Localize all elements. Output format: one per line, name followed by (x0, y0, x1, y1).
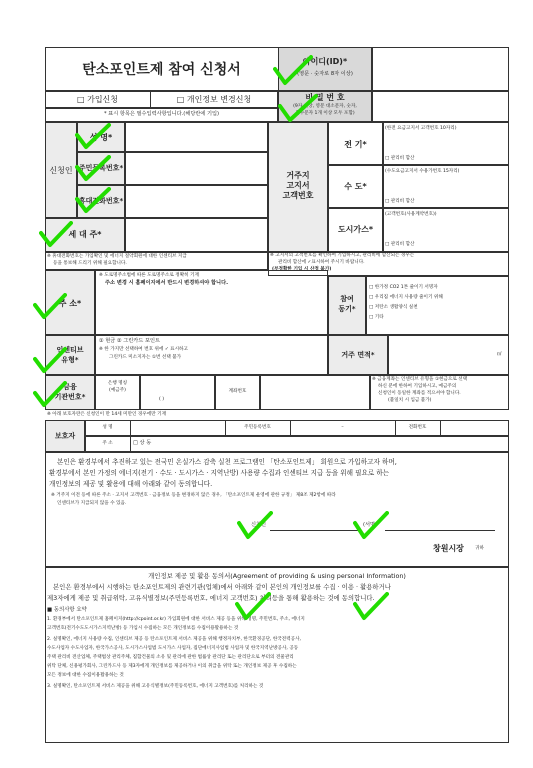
bank-name-input[interactable] (140, 375, 215, 410)
gas-hint: (고객번호(사용계약번호)) (385, 212, 437, 217)
checkmark-icon (278, 94, 318, 124)
motive-label1: 참여 (340, 295, 354, 303)
name-input[interactable] (125, 122, 268, 152)
account-input[interactable] (260, 375, 370, 410)
mayor-label: 창원시장 (433, 544, 464, 553)
bank-label1: 금융 (63, 383, 77, 391)
electric-mgmt[interactable]: □ 관리비 합산 (385, 156, 415, 161)
residence-label2: 고지서 (286, 181, 310, 190)
address-label: 주 소* (58, 299, 82, 308)
pw-input[interactable] (372, 91, 509, 122)
checkmark-icon (33, 381, 67, 409)
guardian-note: ※ 아래 보호자란은 신청인이 만 14세 미만인 경우에만 기재 (47, 412, 167, 417)
applicant-label: 신청인 (49, 166, 73, 175)
checkmark-icon (33, 293, 67, 321)
area-label: 거주 면적* (341, 351, 375, 359)
seal-line[interactable] (385, 530, 495, 531)
checkmark-icon (353, 592, 389, 622)
incentive-label2: 유형* (61, 356, 79, 364)
guardian-same-option[interactable]: □ 상 동 (133, 440, 152, 446)
consent-p1: 본인은 환경부에서 추진하고 있는 전국민 온실가스 감축 실천 프로그램인 「탄소포인트제」 회원으로 가입하고자 하며, (57, 458, 397, 466)
residence-label1: 거주지 (286, 171, 310, 180)
motive-option-1[interactable]: □ 한가정 CO2 1톤 줄이기 서명자 (369, 285, 438, 290)
bank-name-label1: 은행 명칭 (107, 381, 128, 386)
guardian-rrn-label: 주민등록번호 (244, 425, 271, 430)
mayor-suffix: 귀하 (475, 546, 484, 551)
signer-line[interactable] (270, 530, 360, 531)
bank-note2: 하신 분에 한하여 기입하시고, 예금주의 (378, 384, 457, 389)
agreement-item: 고객번호(전기수도도시가스지역난방) 등 가입시 수집하는 모든 개인정보를 수집이용활용하는 것 (47, 626, 239, 631)
household-note2: 등을 통보해 드리기 위해 필요합니다. (53, 261, 127, 266)
motive-label2: 동기* (338, 305, 356, 313)
area-unit: ㎡ (497, 352, 502, 357)
checkmark-icon (353, 511, 389, 541)
billing-note2: 관리비 합산에 ✓표시하여 주시기 바랍니다. (278, 260, 365, 265)
phone-input[interactable] (125, 185, 268, 218)
bank-holder-paren: ( ) (159, 397, 165, 402)
incentive-label1: 인센티브 (56, 346, 84, 354)
electric-label: 전 기* (344, 140, 367, 149)
residence-label3: 고객번호 (282, 191, 314, 200)
electric-hint: (한전 요금고지서 고객번호 10자리) (385, 126, 457, 131)
application-form (45, 47, 509, 747)
guardian-addr-label: 주 소 (102, 441, 113, 446)
address-note1: ※ 도로명주소법에 따른 도로명주소로 정확히 기재 (99, 273, 199, 278)
checkmark-icon (75, 123, 111, 151)
consent-p3: 개인정보의 제공 및 활용에 대해 아래와 같이 동의합니다. (49, 480, 213, 488)
checkmark-icon (33, 347, 67, 375)
join-option[interactable]: □ 가입신청 (76, 95, 118, 104)
id-input[interactable] (372, 47, 509, 91)
phone-label: 휴대전화번호* (78, 197, 124, 205)
agreement-item: 수도사업자 수도사업자, 한국가스공사, 도시가스사업법 도시가스 사업자, 집단에너지사업법 사업자 및 한국지역난방공사, 공동 (47, 646, 299, 651)
pw-hint1: (9자 이상, 영문 대소문자, 숫자, (293, 104, 357, 109)
incentive-note2: 그린카드 미소지자는 ①번 선택 불가 (109, 355, 182, 360)
bank-note3: 신청인이 동일한 계좌를 적으셔야 합니다. (378, 391, 461, 396)
id-label: 아이디(ID)* (302, 57, 348, 66)
account-label: 계좌번호 (228, 389, 247, 394)
bank-note1: ※ 금융계좌는 인센티브 유형을 ①현금으로 선택 (372, 377, 468, 382)
required-note: * 표시 항목은 필수입력사항입니다.(해당란에 기입) (103, 111, 220, 117)
checkmark-icon (39, 221, 73, 249)
agreement-item: 모든 정보에 대한 수집이용활용하는 것 (47, 673, 124, 678)
bank-note4: (불일치 시 입금 불가) (388, 398, 432, 403)
agreement-item: 2. 실명확인, 에너지 사용량 수집, 인센티브 제공 등 탄소포인트제 서비스 제공을 위해 행정자치부, 한국환경공단, 한국전력공사, (47, 637, 302, 642)
checkmark-icon (75, 155, 111, 183)
change-option[interactable]: □ 개인정보 변경신청 (176, 95, 252, 104)
agreement-item: 위탁 단체, 신용평가회사, 그린카드사 등 제3자에게 개인정보를 제공하거나 이의 취급을 위탁 또는 개인정보 제공 후 수집하는 (47, 664, 297, 669)
water-label: 수 도* (344, 182, 367, 191)
household-input[interactable] (125, 218, 268, 252)
guardian-name-label: 성 명 (102, 425, 113, 430)
water-mgmt[interactable]: □ 관리비 합산 (385, 199, 415, 204)
guardian-label: 보호자 (54, 432, 76, 440)
billing-note1: ※ 고지서의 고객번호를 확인하여 기입하시고, 관리비에 합산되는 경우는 (270, 253, 415, 258)
seal-label: (서명) (363, 522, 378, 528)
consent-p2: 환경부에서 본인 가정의 에너지(전기 · 수도 · 도시가스 · 지역난방) 사용량 수집과 인센티브 지급 등을 위해 필요로 하는 (49, 469, 390, 477)
rrn-input[interactable] (125, 152, 268, 185)
consent-small2: 인센티브가 지급되지 않을 수 있음. (57, 501, 127, 506)
address-note2: 주소 변경 시 홈페이지에서 반드시 변경하셔야 합니다. (105, 280, 229, 286)
bank-label2: 기관번호* (54, 393, 86, 401)
id-hint: (영문 · 숫자로 8자 이상) (297, 71, 353, 77)
pw-label: 비 밀 번 호 (305, 93, 345, 102)
billing-note3: (부정확한 기입 시 산정 불가) (272, 267, 332, 272)
gas-label: 도시가스* (337, 225, 374, 234)
consent-small1: ※ 거주지 이전 등에 따른 주소 · 고지서 고객번호 · 금융정보 등을 변경하지 않은 경우, 「탄소포인트제 운영에 관한 규정」 제8조 제2항에 따라 (51, 493, 336, 498)
agreement-item: 3. 실명확인, 탄소포인트제 서비스 제공을 위해 고유식별정보(주민등록번호, 에너지 고객번호)를 처리하는 것 (47, 684, 264, 689)
checkmark-icon (75, 187, 111, 215)
agreement-summary: ■ 동의사항 요약 (47, 607, 87, 613)
motive-option-3[interactable]: □ 저탄소 생활양식 실천 (369, 305, 418, 310)
checkmark-icon (235, 592, 271, 622)
agreement-p1: 본인은 환경부에서 시행하는 탄소포인트제의 관련기관(업체)에서 아래와 같이 본인의 개인정보를 수집 · 이용 · 활용하거나 (53, 583, 391, 591)
guardian-phone-label: 전화번호 (408, 425, 427, 430)
checkmark-icon (273, 55, 313, 87)
guardian-rrn-dash: – (341, 425, 344, 430)
agreement-title: 개인정보 제공 및 활용 동의서(Agreement of providing & using personal Information) (148, 572, 406, 580)
checkmark-icon (237, 511, 273, 541)
form-title: 탄소포인트제 참여 신청서 (82, 62, 241, 78)
incentive-options[interactable]: ① 현금 ② 그린카드 포인트 (99, 338, 160, 344)
motive-option-4[interactable]: □ 기타 (369, 315, 384, 320)
agreement-item: 1. 환경부에서 탄소포인트제 홈페이지(http://cpoint.or.kr) 가입회원에 대한 서비스 제공 등을 위해 성명, 주민번호, 주소, 에너지 (47, 617, 305, 622)
incentive-note1: ※ 한 가지만 선택하여 번호 위에 ✓ 표시하고 (99, 347, 188, 352)
bank-name-label2: (예금주) (109, 388, 126, 393)
agreement-p2: 제3자에게 제공 및 취급위탁, 고유식별정보(주민등록번호, 에너지 고객번호) 처리등을 통해 활용하는 것에 동의합니다. (47, 594, 375, 602)
signer-label: 신청인 (251, 522, 267, 528)
agreement-item: 주택 관리비 전산업체, 주택법상 관리주체, 집합건물의 소유 및 관리에 관한 법률상 관리단 또는 관리단으로 부터의 전물관리 (47, 655, 294, 660)
household-note1: ※ 휴대전화번호는 가입확인 및 에너지 절약회원에 대한 인센티브 지급 (47, 254, 187, 259)
motive-option-2[interactable]: □ 우리집 에너지 사용량 줄이기 위해 (369, 295, 443, 300)
area-input[interactable] (388, 335, 509, 375)
household-label: 세 대 주* (68, 230, 102, 239)
gas-mgmt[interactable]: □ 관리비 합산 (385, 242, 415, 247)
name-label: 성 명* (89, 133, 113, 142)
water-hint: (수도요금고지서 수용가번호 15자리) (385, 169, 460, 174)
rrn-label: 주민등록번호* (78, 164, 124, 172)
pw-hint2: 특수문자 1개 이상 모두 포함) (295, 111, 355, 116)
